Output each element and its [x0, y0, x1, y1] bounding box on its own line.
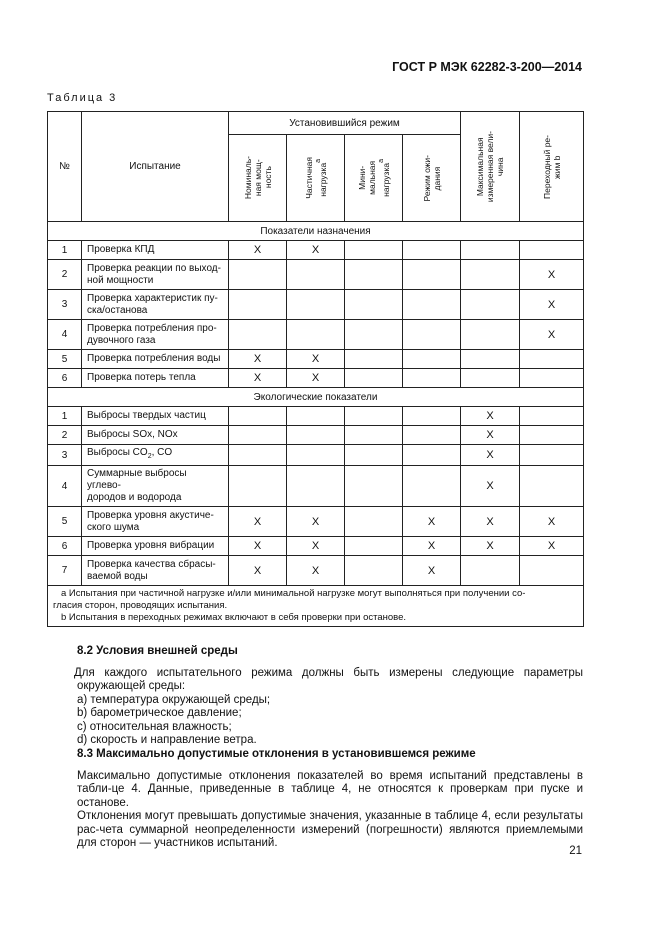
row-test-name: Проверка характеристик пу- ска/останова [82, 290, 229, 320]
mark-cell [345, 537, 403, 556]
mark-cell [520, 350, 584, 369]
row-test-name: Проверка потерь тепла [82, 369, 229, 388]
table-row [48, 537, 584, 556]
row-test-name: Проверка уровня вибрации [82, 537, 229, 556]
mark-cell [461, 290, 520, 320]
list-item: с) относительная влажность; [77, 720, 232, 733]
col-standby-header: Режим ожи- дания [403, 135, 461, 222]
col-number-header: № [48, 112, 82, 222]
mark-cell [229, 260, 287, 290]
mark-cell: X [520, 320, 584, 350]
table-row [48, 407, 584, 426]
steady-mode-header: Установившийся режим [229, 112, 461, 135]
mark-cell [520, 426, 584, 445]
mark-cell [520, 407, 584, 426]
mark-cell [287, 466, 345, 507]
mark-cell: X [461, 466, 520, 507]
row-number: 5 [48, 350, 82, 369]
mark-cell [345, 260, 403, 290]
mark-cell: X [461, 507, 520, 537]
mark-cell: X [229, 556, 287, 586]
row-test-name: Выбросы $CO_2$, CO [82, 445, 229, 466]
mark-cell [403, 466, 461, 507]
mark-cell [345, 507, 403, 537]
row-number: 6 [48, 537, 82, 556]
col-test-header: Испытание [82, 112, 229, 222]
mark-cell [287, 320, 345, 350]
row-test-name: Выбросы твердых частиц [82, 407, 229, 426]
mark-cell: X [229, 350, 287, 369]
mark-cell [403, 320, 461, 350]
row-number: 3 [48, 445, 82, 466]
mark-cell [403, 260, 461, 290]
table-row [48, 445, 584, 466]
mark-cell [520, 556, 584, 586]
row-test-name: Проверка уровня акустиче- ского шума [82, 507, 229, 537]
table-caption: Таблица 3 [47, 92, 118, 104]
table-3 [47, 111, 584, 627]
mark-cell [229, 407, 287, 426]
row-test-name: Выбросы SOx, NOx [82, 426, 229, 445]
row-number: 7 [48, 556, 82, 586]
mark-cell: X [287, 507, 345, 537]
mark-cell: X [287, 241, 345, 260]
section-8-2-intro: Для каждого испытательного режима должны быть измерены следующие параметры окружающей среды: [74, 666, 583, 692]
mark-cell: X [461, 445, 520, 466]
mark-cell: X [287, 556, 345, 586]
list-item: d) скорость и направление ветра. [77, 734, 257, 746]
col-transient-header: Переходный ре- жим b [520, 112, 584, 222]
mark-cell: X [520, 260, 584, 290]
col-partial-header: Частичная нагрузка$^а$ [287, 135, 345, 222]
section-8-3 [77, 748, 583, 851]
row-number: 1 [48, 407, 82, 426]
row-number: 2 [48, 426, 82, 445]
mark-cell [229, 445, 287, 466]
section-8-2-title: 8.2 Условия внешней среды [77, 645, 238, 657]
page-number: 21 [569, 845, 582, 857]
mark-cell [287, 407, 345, 426]
mark-cell [229, 320, 287, 350]
mark-cell: X [403, 507, 461, 537]
mark-cell [345, 350, 403, 369]
mark-cell: X [461, 407, 520, 426]
mark-cell [345, 290, 403, 320]
mark-cell: X [287, 537, 345, 556]
mark-cell [345, 556, 403, 586]
mark-cell: X [287, 369, 345, 388]
mark-cell: X [229, 369, 287, 388]
section-8-3-title: 8.3 Максимально допустимые отклонения в установившемся режиме [77, 748, 476, 760]
mark-cell: X [520, 537, 584, 556]
col-nominal-header: Номиналь- ная мощ- ность [229, 135, 287, 222]
row-number: 4 [48, 320, 82, 350]
mark-cell [403, 407, 461, 426]
mark-cell: X [461, 426, 520, 445]
row-test-name: Проверка потребления про- дувочного газа [82, 320, 229, 350]
mark-cell [229, 466, 287, 507]
table-row [48, 320, 584, 350]
mark-cell [520, 466, 584, 507]
row-test-name: Проверка КПД [82, 241, 229, 260]
mark-cell: X [520, 507, 584, 537]
mark-cell [403, 445, 461, 466]
mark-cell: X [229, 537, 287, 556]
row-number: 1 [48, 241, 82, 260]
mark-cell: X [520, 290, 584, 320]
mark-cell [403, 241, 461, 260]
mark-cell [345, 407, 403, 426]
mark-cell: X [403, 537, 461, 556]
mark-cell [287, 290, 345, 320]
standard-header: ГОСТ Р МЭК 62282-3-200—2014 [392, 60, 582, 74]
mark-cell [461, 241, 520, 260]
col-max-header: Максимальная измеренная вели- чина [461, 112, 520, 222]
mark-cell [520, 241, 584, 260]
mark-cell [461, 556, 520, 586]
mark-cell [229, 426, 287, 445]
mark-cell [345, 369, 403, 388]
mark-cell [287, 445, 345, 466]
section-8-2 [74, 645, 583, 748]
mark-cell [345, 426, 403, 445]
list-item: b) барометрическое давление; [77, 707, 242, 719]
section-8-3-p1: Максимально допустимые отклонения показателей во время испытаний представлены в табли-це 4. Данные, приведенные в таблице 4, не относятся к проверкам при пуске и останове. [77, 769, 583, 809]
table-row [48, 241, 584, 260]
mark-cell [461, 369, 520, 388]
mark-cell [403, 426, 461, 445]
list-item: а) температура окружающей среды; [77, 693, 271, 706]
table-footnotes: а Испытания при частичной нагрузке и/или минимальной нагрузке могут выполняться при получении со- гласия сторон, проводящих испытания. b Испытания в переходных режимах включают в себя проверки при останове. [48, 586, 584, 627]
table-row [48, 369, 584, 388]
table-row [48, 290, 584, 320]
section-row-title: Показатели назначения [48, 222, 584, 241]
mark-cell [461, 350, 520, 369]
row-number: 5 [48, 507, 82, 537]
mark-cell [345, 445, 403, 466]
mark-cell: X [229, 241, 287, 260]
row-test-name: Проверка потребления воды [82, 350, 229, 369]
row-test-name: Суммарные выбросы углево- дородов и водорода [82, 466, 229, 507]
row-test-name: Проверка качества сбрасы- ваемой воды [82, 556, 229, 586]
mark-cell [520, 369, 584, 388]
mark-cell [403, 290, 461, 320]
mark-cell [461, 320, 520, 350]
row-number: 4 [48, 466, 82, 507]
row-test-name: Проверка реакции по выход- ной мощности [82, 260, 229, 290]
mark-cell: X [229, 507, 287, 537]
mark-cell [345, 241, 403, 260]
mark-cell [287, 426, 345, 445]
col-minimal-header: Мини- мальная нагрузка$^а$ [345, 135, 403, 222]
table-row [48, 260, 584, 290]
mark-cell: X [403, 556, 461, 586]
mark-cell [229, 290, 287, 320]
mark-cell [345, 320, 403, 350]
row-number: 6 [48, 369, 82, 388]
mark-cell [403, 369, 461, 388]
table-row [48, 426, 584, 445]
table-row [48, 350, 584, 369]
mark-cell [345, 466, 403, 507]
mark-cell [520, 445, 584, 466]
mark-cell [287, 260, 345, 290]
mark-cell: X [461, 537, 520, 556]
row-number: 2 [48, 260, 82, 290]
table-row [48, 556, 584, 586]
table-row [48, 466, 584, 507]
mark-cell: X [287, 350, 345, 369]
mark-cell [403, 350, 461, 369]
section-row-title: Экологические показатели [48, 388, 584, 407]
mark-cell [461, 260, 520, 290]
row-number: 3 [48, 290, 82, 320]
table-row [48, 507, 584, 537]
section-8-3-p2: Отклонения могут превышать допустимые значения, указанные в таблице 4, если результаты рас-чета суммарной неопределенности измерений (погрешности) являются приемлемыми для сторон — участников испытаний. [77, 810, 583, 849]
